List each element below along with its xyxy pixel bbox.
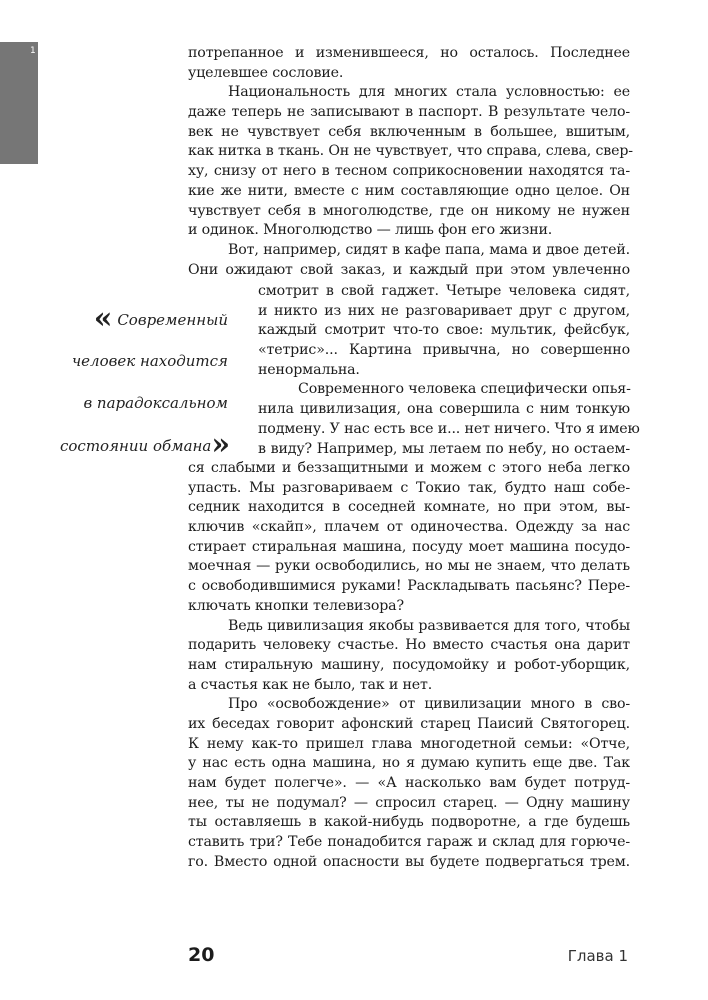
text-line: нила цивилизация, она совершила с ним тонкую [258,401,630,418]
text-line: ключив «скайп», плачем от одиночества. Одежду за нас [188,519,630,536]
pull-quote [60,298,231,466]
text-line: ключать кнопки телевизора? [188,597,404,614]
body-text-middle [258,282,640,459]
text-line: нам будет полегче». — «А насколько вам будет потруд- [188,775,630,791]
text-line: го. Вместо одной опасности вы будете подвергаться трем. [188,853,630,870]
pull-quote-line: в парадоксальном [83,394,228,412]
text-line: Современного человека специфически опья- [298,381,631,398]
quote-open-mark: « [93,301,113,336]
text-line: стирает стиральная машина, посуду моет машина посудо- [188,538,630,555]
text-line: упасть. Мы разговариваем с Токио так, будто наш собе- [188,479,630,496]
text-line: потрепанное и изменившееся, но осталось. Последнее [188,45,630,61]
text-line: кие же нити, вместе с ним составляющие одно целое. Он [188,182,630,199]
body-text-top [188,44,633,280]
text-line: в виду? Например, мы летаем по небу, но остаем- [258,440,630,457]
text-line: моечная — руки освободились, но мы не знаем, что делать [188,558,630,575]
text-line: нам стиральную машину, посудомойку и робот-уборщик, [188,656,630,673]
text-line: ся слабыми и беззащитными и можем с этого неба легко [188,460,630,476]
text-line: чувствует себя в многолюдстве, где он никому не нужен [188,202,630,219]
text-line: Ведь цивилизация якобы развивается для того, чтобы [228,617,630,634]
text-line: ненормальна. [258,361,360,378]
quote-close-mark: » [211,427,231,462]
chapter-tab-number: 1 [30,46,36,56]
text-line: с освободившимися руками! Раскладывать пасьянс? Пере- [188,578,630,595]
text-line: ты оставляешь в какой-нибудь подворотне, а где будешь [188,814,630,831]
pull-quote-line: состоянии обмана [60,437,212,455]
text-line: подарить человеку счастье. Но вместо счастья она дарит [188,637,630,654]
body-text-bottom [188,459,630,872]
text-line: даже теперь не записывают в паспорт. В результате чело- [188,104,630,121]
text-line: подмену. У нас есть все и... нет ничего. Что я имею [258,420,640,437]
text-line: смотрит в свой гаджет. Четыре человека сидят, [258,283,630,299]
text-line: «тетрис»... Картина привычна, но совершенно [258,342,630,359]
text-line: а счастья как не было, так и нет. [188,676,433,693]
pull-quote-line: Современный [117,311,228,329]
text-line: седник находится в соседней комнате, но при этом, вы- [188,499,630,516]
chapter-label: Глава 1 [567,947,628,965]
text-line: каждый смотрит что-то свое: мультик, фейсбук, [258,322,630,339]
chapter-side-tab [0,42,38,164]
text-line: и одинок. Многолюдство — лишь фон его жизни. [188,222,553,239]
text-line: Они ожидают свой заказ, и каждый при этом увлеченно [188,261,630,278]
pull-quote-line: человек находится [71,352,228,370]
text-line: Вот, например, сидят в кафе папа, мама и двое детей. [228,241,630,258]
text-line: Про «освобождение» от цивилизации много в сво- [228,696,630,713]
text-line: и никто из них не разговаривает друг с другом, [258,302,630,319]
text-line: как нитка в ткань. Он не чувствует, что справа, слева, свер- [188,143,633,160]
text-line: уцелевшее сословие. [188,64,344,81]
text-line: К нему как-то пришел глава многодетной семьи: «Отче, [188,735,630,752]
text-line: их беседах говорит афонский старец Паисий Святогорец. [188,715,630,732]
text-line: ставить три? Тебе понадобится гараж и склад для горюче- [188,834,630,851]
text-line: ху, снизу от него в тесном соприкосновении находятся та- [188,163,630,180]
text-line: Национальность для многих стала условностью: ее [228,84,630,101]
text-line: век не чувствует себя включенным в большее, вшитым, [188,123,630,140]
page-number: 20 [188,944,215,966]
text-line: у нас есть одна машина, но я думаю купить еще две. Так [188,755,630,772]
text-line: нее, ты не подумал? — спросил старец. — Одну машину [188,794,630,811]
